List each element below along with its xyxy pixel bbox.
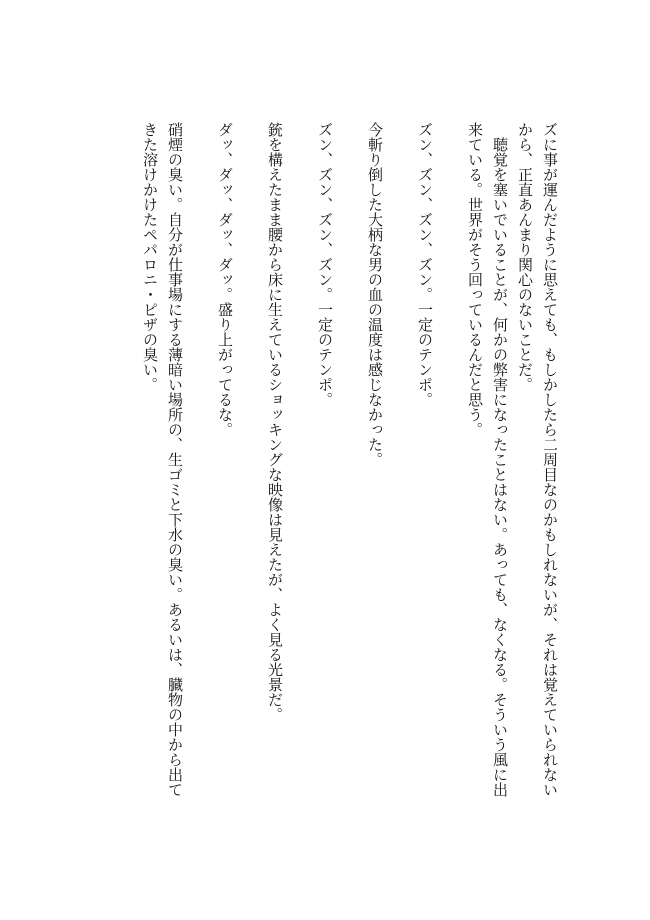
blank-line <box>337 122 362 802</box>
paragraph: 硝煙の臭い。自分が仕事場にする薄暗い場所の、生ゴミと下水の臭い。あるいは、臓物の中から出てきた溶けかけたペパロニ・ピザの臭い。 <box>141 122 184 797</box>
paragraph: 銃を構えたまま腰から床に生えているショッキングな映像は見えたが、よく見る光景だ。 <box>266 122 284 722</box>
blank-line <box>387 122 412 802</box>
paragraph: 今斬り倒した大柄な男の血の温度は感じなかった。 <box>366 122 384 467</box>
paragraph: ズに事が運んだように思えても、もしかしたら二周目なのかもしれないが、それは覚えていられないから、正直あんまり関心のないことだ。 <box>516 122 559 797</box>
blank-line <box>187 122 212 802</box>
vertical-text-body <box>137 122 562 802</box>
blank-line <box>287 122 312 802</box>
blank-line <box>437 122 462 802</box>
paragraph: ダッ、ダッ、ダッ、ダッ。盛り上がってるな。 <box>216 122 234 437</box>
paragraph: ズン、ズン、ズン、ズン。一定のテンポ。 <box>416 122 434 407</box>
paragraph: 聴覚を塞いでいることが、何かの弊害になったことはない。あっても、なくなる。そういう風に出来ている。世界がそう回っているんだと思う。 <box>466 122 509 797</box>
paragraph: ズン、ズン、ズン、ズン。一定のテンポ。 <box>316 122 334 407</box>
blank-line <box>237 122 262 802</box>
